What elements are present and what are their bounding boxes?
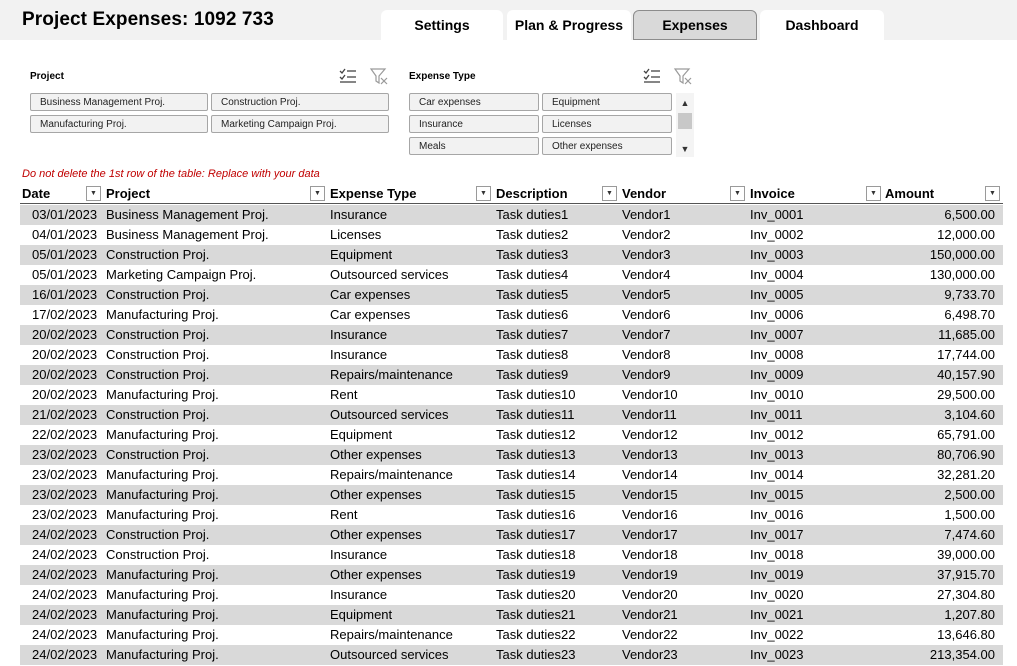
cell-vendor: Vendor20 xyxy=(622,587,678,602)
cell-amount: 3,104.60 xyxy=(944,407,995,422)
clear-filter-icon[interactable] xyxy=(673,67,693,85)
cell-vendor: Vendor10 xyxy=(622,387,678,402)
cell-invoice: Inv_0023 xyxy=(750,647,804,662)
cell-description: Task duties3 xyxy=(496,247,569,262)
cell-amount: 32,281.20 xyxy=(937,467,995,482)
table-row[interactable] xyxy=(20,385,1003,405)
cell-amount: 6,498.70 xyxy=(944,307,995,322)
cell-expense-type: Rent xyxy=(330,387,358,402)
cell-description: Task duties10 xyxy=(496,387,576,402)
table-row[interactable] xyxy=(20,645,1003,665)
cell-invoice: Inv_0022 xyxy=(750,627,804,642)
cell-date: 24/02/2023 xyxy=(32,607,98,622)
cell-expense-type: Insurance xyxy=(330,347,388,362)
cell-vendor: Vendor9 xyxy=(622,367,671,382)
cell-date: 24/02/2023 xyxy=(32,627,98,642)
cell-expense-type: Insurance xyxy=(330,327,388,342)
table-row[interactable] xyxy=(20,565,1003,585)
cell-project: Manufacturing Proj. xyxy=(106,387,219,402)
column-header-date: Date xyxy=(22,186,51,201)
cell-project: Marketing Campaign Proj. xyxy=(106,267,257,282)
cell-description: Task duties21 xyxy=(496,607,576,622)
cell-amount: 130,000.00 xyxy=(929,267,995,282)
cell-expense-type: Outsourced services xyxy=(330,407,449,422)
cell-vendor: Vendor3 xyxy=(622,247,671,262)
cell-date: 03/01/2023 xyxy=(32,207,98,222)
cell-invoice: Inv_0010 xyxy=(750,387,804,402)
cell-amount: 9,733.70 xyxy=(944,287,995,302)
cell-vendor: Vendor1 xyxy=(622,207,671,222)
table-row[interactable] xyxy=(20,545,1003,565)
cell-vendor: Vendor23 xyxy=(622,647,678,662)
cell-description: Task duties6 xyxy=(496,307,569,322)
cell-amount: 17,744.00 xyxy=(937,347,995,362)
cell-expense-type: Insurance xyxy=(330,587,388,602)
cell-invoice: Inv_0017 xyxy=(750,527,804,542)
slicer-scrollbar[interactable] xyxy=(676,93,694,157)
cell-vendor: Vendor13 xyxy=(622,447,678,462)
cell-description: Task duties1 xyxy=(496,207,569,222)
table-row[interactable] xyxy=(20,325,1003,345)
cell-vendor: Vendor4 xyxy=(622,267,671,282)
cell-vendor: Vendor5 xyxy=(622,287,671,302)
column-header-project: Project xyxy=(106,186,151,201)
cell-date: 05/01/2023 xyxy=(32,247,98,262)
cell-amount: 12,000.00 xyxy=(937,227,995,242)
cell-amount: 150,000.00 xyxy=(929,247,995,262)
cell-date: 23/02/2023 xyxy=(32,447,98,462)
cell-amount: 65,791.00 xyxy=(937,427,995,442)
cell-project: Manufacturing Proj. xyxy=(106,487,219,502)
cell-amount: 13,646.80 xyxy=(937,627,995,642)
cell-invoice: Inv_0004 xyxy=(750,267,804,282)
slicer-item-construction[interactable]: Construction Proj. xyxy=(211,93,389,111)
cell-description: Task duties4 xyxy=(496,267,569,282)
cell-description: Task duties5 xyxy=(496,287,569,302)
filter-dropdown-icon[interactable]: ▼ xyxy=(476,186,491,201)
multi-select-icon[interactable] xyxy=(338,67,358,85)
cell-vendor: Vendor17 xyxy=(622,527,678,542)
expense-type-slicer-label: Expense Type xyxy=(409,71,476,82)
cell-description: Task duties9 xyxy=(496,367,569,382)
cell-date: 17/02/2023 xyxy=(32,307,98,322)
cell-project: Construction Proj. xyxy=(106,447,210,462)
cell-date: 22/02/2023 xyxy=(32,427,98,442)
table-row[interactable] xyxy=(20,285,1003,305)
table-header xyxy=(20,184,1003,204)
cell-invoice: Inv_0011 xyxy=(750,407,803,422)
clear-filter-icon[interactable] xyxy=(369,67,389,85)
cell-amount: 1,207.80 xyxy=(944,607,995,622)
cell-project: Construction Proj. xyxy=(106,347,210,362)
table-row[interactable] xyxy=(20,465,1003,485)
cell-expense-type: Car expenses xyxy=(330,287,411,302)
cell-amount: 213,354.00 xyxy=(929,647,995,662)
cell-amount: 11,685.00 xyxy=(938,327,995,342)
cell-expense-type: Licenses xyxy=(330,227,382,242)
cell-amount: 29,500.00 xyxy=(937,387,995,402)
cell-project: Construction Proj. xyxy=(106,527,210,542)
slicer-item-insurance[interactable]: Insurance xyxy=(409,115,539,133)
slicer-item-business-management[interactable]: Business Management Proj. xyxy=(30,93,208,111)
scroll-down-icon[interactable]: ▼ xyxy=(680,144,690,154)
filter-dropdown-icon[interactable]: ▼ xyxy=(310,186,325,201)
cell-expense-type: Repairs/maintenance xyxy=(330,467,453,482)
cell-description: Task duties11 xyxy=(496,407,575,422)
table-body xyxy=(20,205,1003,665)
column-header-invoice: Invoice xyxy=(750,186,795,201)
cell-date: 24/02/2023 xyxy=(32,547,98,562)
cell-date: 20/02/2023 xyxy=(32,347,98,362)
cell-vendor: Vendor11 xyxy=(622,407,677,422)
table-row[interactable] xyxy=(20,525,1003,545)
cell-description: Task duties14 xyxy=(496,467,576,482)
cell-project: Manufacturing Proj. xyxy=(106,587,219,602)
filter-dropdown-icon[interactable]: ▼ xyxy=(730,186,745,201)
cell-expense-type: Equipment xyxy=(330,247,393,262)
filter-dropdown-icon[interactable]: ▼ xyxy=(866,186,881,201)
cell-project: Manufacturing Proj. xyxy=(106,647,219,662)
cell-date: 24/02/2023 xyxy=(32,527,98,542)
warning-note: Do not delete the 1st row of the table: Replace with your data xyxy=(22,168,320,180)
cell-project: Construction Proj. xyxy=(106,247,210,262)
tab-dashboard[interactable]: Dashboard xyxy=(760,10,884,40)
cell-amount: 1,500.00 xyxy=(944,507,995,522)
cell-amount: 39,000.00 xyxy=(937,547,995,562)
cell-vendor: Vendor21 xyxy=(622,607,678,622)
cell-invoice: Inv_0016 xyxy=(750,507,804,522)
cell-amount: 7,474.60 xyxy=(944,527,995,542)
cell-project: Manufacturing Proj. xyxy=(106,507,219,522)
cell-invoice: Inv_0009 xyxy=(750,367,804,382)
scroll-up-icon[interactable]: ▲ xyxy=(680,98,690,108)
tab-plan-progress[interactable]: Plan & Progress xyxy=(507,10,631,40)
slicer-item-manufacturing[interactable]: Manufacturing Proj. xyxy=(30,115,208,133)
cell-vendor: Vendor8 xyxy=(622,347,671,362)
cell-description: Task duties7 xyxy=(496,327,569,342)
slicer-item-meals[interactable]: Meals xyxy=(409,137,539,155)
multi-select-icon[interactable] xyxy=(642,67,662,85)
cell-project: Manufacturing Proj. xyxy=(106,307,219,322)
cell-amount: 80,706.90 xyxy=(937,447,995,462)
cell-project: Business Management Proj. xyxy=(106,207,269,222)
cell-invoice: Inv_0020 xyxy=(750,587,804,602)
cell-expense-type: Equipment xyxy=(330,427,393,442)
slicer-item-marketing-campaign[interactable]: Marketing Campaign Proj. xyxy=(211,115,389,133)
cell-vendor: Vendor12 xyxy=(622,427,678,442)
filter-dropdown-icon[interactable]: ▼ xyxy=(985,186,1000,201)
table-row[interactable] xyxy=(20,425,1003,445)
cell-project: Manufacturing Proj. xyxy=(106,627,219,642)
cell-description: Task duties19 xyxy=(496,567,576,582)
cell-project: Construction Proj. xyxy=(106,367,210,382)
column-header-expense-type: Expense Type xyxy=(330,186,417,201)
cell-expense-type: Repairs/maintenance xyxy=(330,627,453,642)
cell-date: 16/01/2023 xyxy=(32,287,98,302)
filter-dropdown-icon[interactable]: ▼ xyxy=(86,186,101,201)
cell-description: Task duties20 xyxy=(496,587,576,602)
slicer-item-equipment[interactable]: Equipment xyxy=(542,93,672,111)
cell-vendor: Vendor22 xyxy=(622,627,678,642)
page-title: Project Expenses: 1092 733 xyxy=(22,9,274,30)
cell-date: 20/02/2023 xyxy=(32,367,98,382)
cell-vendor: Vendor16 xyxy=(622,507,678,522)
cell-invoice: Inv_0014 xyxy=(750,467,804,482)
cell-expense-type: Insurance xyxy=(330,547,388,562)
table-row[interactable] xyxy=(20,225,1003,245)
table-row[interactable] xyxy=(20,345,1003,365)
cell-date: 23/02/2023 xyxy=(32,467,98,482)
cell-project: Construction Proj. xyxy=(106,287,210,302)
tab-expenses[interactable]: Expenses xyxy=(633,10,757,40)
filter-dropdown-icon[interactable]: ▼ xyxy=(602,186,617,201)
cell-project: Construction Proj. xyxy=(106,327,210,342)
cell-expense-type: Outsourced services xyxy=(330,647,449,662)
cell-vendor: Vendor15 xyxy=(622,487,678,502)
cell-invoice: Inv_0005 xyxy=(750,287,804,302)
slicer-item-other-expenses[interactable]: Other expenses xyxy=(542,137,672,155)
project-slicer-label: Project xyxy=(30,71,64,82)
cell-project: Manufacturing Proj. xyxy=(106,607,219,622)
cell-invoice: Inv_0007 xyxy=(750,327,804,342)
cell-vendor: Vendor7 xyxy=(622,327,671,342)
cell-description: Task duties23 xyxy=(496,647,576,662)
cell-project: Business Management Proj. xyxy=(106,227,269,242)
cell-amount: 40,157.90 xyxy=(937,367,995,382)
cell-expense-type: Repairs/maintenance xyxy=(330,367,453,382)
cell-invoice: Inv_0008 xyxy=(750,347,804,362)
cell-invoice: Inv_0018 xyxy=(750,547,804,562)
cell-description: Task duties18 xyxy=(496,547,576,562)
table-row[interactable] xyxy=(20,445,1003,465)
cell-project: Manufacturing Proj. xyxy=(106,427,219,442)
cell-invoice: Inv_0021 xyxy=(750,607,804,622)
cell-invoice: Inv_0002 xyxy=(750,227,804,242)
cell-expense-type: Insurance xyxy=(330,207,388,222)
cell-expense-type: Outsourced services xyxy=(330,267,449,282)
cell-invoice: Inv_0019 xyxy=(750,567,804,582)
table-row[interactable] xyxy=(20,205,1003,225)
cell-description: Task duties15 xyxy=(496,487,576,502)
cell-description: Task duties12 xyxy=(496,427,576,442)
cell-expense-type: Other expenses xyxy=(330,567,422,582)
cell-invoice: Inv_0015 xyxy=(750,487,804,502)
cell-vendor: Vendor19 xyxy=(622,567,678,582)
column-header-description: Description xyxy=(496,186,568,201)
cell-description: Task duties13 xyxy=(496,447,576,462)
cell-expense-type: Other expenses xyxy=(330,447,422,462)
table-row[interactable] xyxy=(20,365,1003,385)
cell-description: Task duties22 xyxy=(496,627,576,642)
cell-amount: 37,915.70 xyxy=(937,567,995,582)
cell-invoice: Inv_0013 xyxy=(750,447,804,462)
cell-vendor: Vendor2 xyxy=(622,227,671,242)
cell-date: 24/02/2023 xyxy=(32,567,98,582)
cell-expense-type: Other expenses xyxy=(330,487,422,502)
cell-description: Task duties8 xyxy=(496,347,569,362)
cell-project: Manufacturing Proj. xyxy=(106,467,219,482)
cell-description: Task duties17 xyxy=(496,527,576,542)
cell-date: 23/02/2023 xyxy=(32,487,98,502)
cell-vendor: Vendor18 xyxy=(622,547,678,562)
cell-date: 20/02/2023 xyxy=(32,327,98,342)
cell-project: Manufacturing Proj. xyxy=(106,567,219,582)
table-row[interactable] xyxy=(20,605,1003,625)
table-row[interactable] xyxy=(20,305,1003,325)
cell-description: Task duties16 xyxy=(496,507,576,522)
table-row[interactable] xyxy=(20,505,1003,525)
cell-amount: 27,304.80 xyxy=(937,587,995,602)
table-row[interactable] xyxy=(20,585,1003,605)
table-row[interactable] xyxy=(20,265,1003,285)
cell-date: 04/01/2023 xyxy=(32,227,98,242)
cell-expense-type: Other expenses xyxy=(330,527,422,542)
cell-date: 05/01/2023 xyxy=(32,267,98,282)
cell-date: 24/02/2023 xyxy=(32,647,98,662)
cell-project: Construction Proj. xyxy=(106,547,210,562)
cell-amount: 2,500.00 xyxy=(944,487,995,502)
table-row[interactable] xyxy=(20,625,1003,645)
cell-date: 21/02/2023 xyxy=(32,407,98,422)
cell-expense-type: Equipment xyxy=(330,607,393,622)
cell-invoice: Inv_0012 xyxy=(750,427,804,442)
table-row[interactable] xyxy=(20,405,1003,425)
table-row[interactable] xyxy=(20,245,1003,265)
cell-project: Construction Proj. xyxy=(106,407,210,422)
column-header-vendor: Vendor xyxy=(622,186,667,201)
cell-expense-type: Rent xyxy=(330,507,358,522)
column-header-amount: Amount xyxy=(885,186,935,201)
table-row[interactable] xyxy=(20,485,1003,505)
cell-vendor: Vendor6 xyxy=(622,307,671,322)
cell-invoice: Inv_0003 xyxy=(750,247,804,262)
tab-settings[interactable]: Settings xyxy=(381,10,503,40)
cell-date: 24/02/2023 xyxy=(32,587,98,602)
cell-date: 20/02/2023 xyxy=(32,387,98,402)
cell-expense-type: Car expenses xyxy=(330,307,411,322)
slicer-item-licenses[interactable]: Licenses xyxy=(542,115,672,133)
cell-amount: 6,500.00 xyxy=(944,207,995,222)
cell-vendor: Vendor14 xyxy=(622,467,678,482)
cell-invoice: Inv_0006 xyxy=(750,307,804,322)
cell-date: 23/02/2023 xyxy=(32,507,98,522)
slicer-item-car-expenses[interactable]: Car expenses xyxy=(409,93,539,111)
scroll-thumb[interactable] xyxy=(678,113,692,129)
cell-description: Task duties2 xyxy=(496,227,569,242)
cell-invoice: Inv_0001 xyxy=(750,207,804,222)
